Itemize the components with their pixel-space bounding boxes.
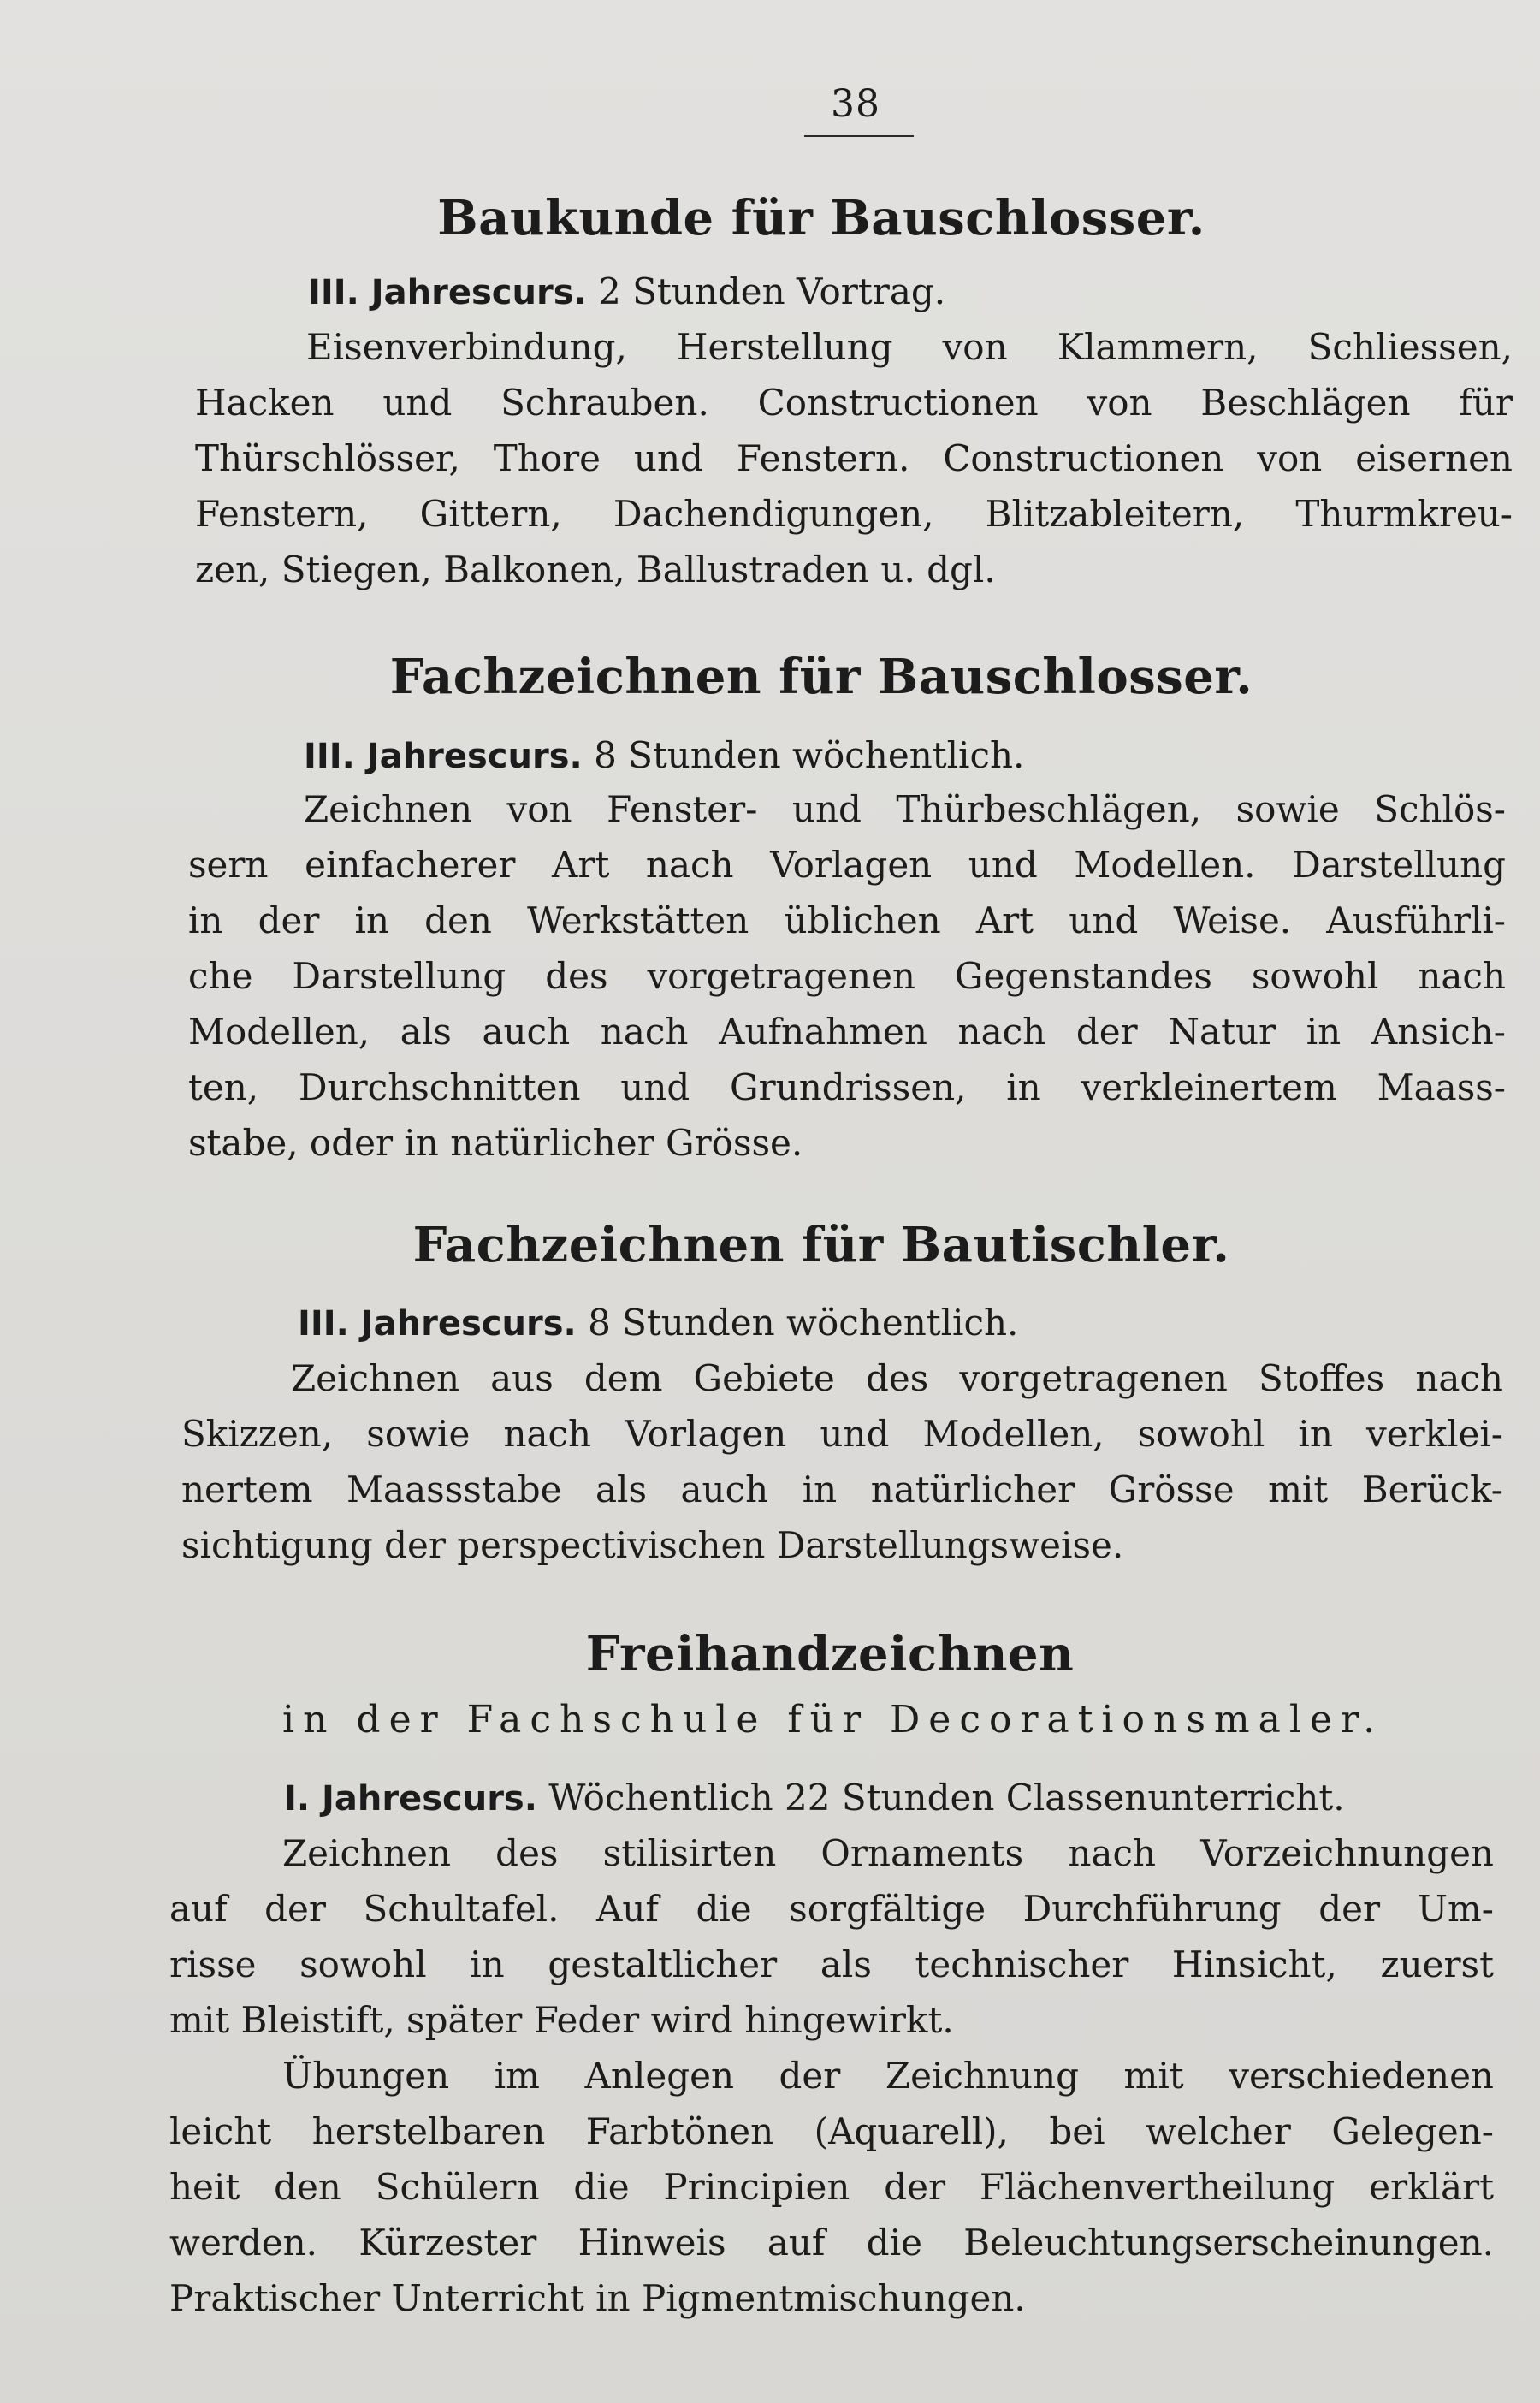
section-body-fachzeichnen-bautischler bbox=[181, 1350, 1503, 1573]
course-line bbox=[304, 727, 1502, 785]
text-line: Fenstern, Gittern, Dachendigungen, Blitzableitern, Thurmkreu- bbox=[195, 493, 1513, 535]
course-level: I. Jahrescurs. bbox=[284, 1779, 537, 1819]
text-line: Modellen, als auch nach Aufnahmen nach der Natur in Ansich- bbox=[188, 1011, 1506, 1053]
text-line: Zeichnen des stilisirten Ornaments nach Vorzeichnungen bbox=[282, 1832, 1494, 1874]
course-level: III. Jahrescurs. bbox=[304, 737, 583, 776]
section-subheading-decorationsmaler: in der Fachschule für Decorationsmaler. bbox=[282, 1698, 1384, 1741]
text-line: Zeichnen von Fenster- und Thürbeschlägen, sowie Schlös- bbox=[304, 788, 1506, 830]
text-line: Hacken und Schrauben. Constructionen von Beschlägen für bbox=[195, 382, 1513, 424]
section-heading-fachzeichnen-bauschlosser: Fachzeichnen für Bauschlosser. bbox=[389, 649, 1253, 705]
course-level: III. Jahrescurs. bbox=[308, 273, 587, 312]
text-line: Thürschlösser, Thore und Fenstern. Constructionen von eisernen bbox=[195, 437, 1513, 479]
text-line: ten, Durchschnitten und Grundrissen, in verkleinertem Maass- bbox=[188, 1066, 1506, 1108]
course-hours: 2 Stunden Vortrag. bbox=[598, 270, 946, 312]
text-line: auf der Schultafel. Auf die sorgfältige Durchführung der Um- bbox=[169, 1888, 1494, 1930]
text-line: stabe, oder in natürlicher Grösse. bbox=[188, 1122, 803, 1164]
text-line: Übungen im Anlegen der Zeichnung mit verschiedenen bbox=[282, 2055, 1494, 2097]
text-line: in der in den Werkstätten üblichen Art und Weise. Ausführli- bbox=[188, 899, 1506, 941]
course-level: III. Jahrescurs. bbox=[298, 1304, 577, 1344]
text-line: Eisenverbindung, Herstellung von Klammern, Schliessen, bbox=[306, 326, 1513, 368]
course-line bbox=[298, 1295, 1496, 1352]
section-body-fachzeichnen-bauschlosser bbox=[188, 781, 1506, 1171]
section-body-freihandzeichnen bbox=[169, 1825, 1494, 2326]
text-line: heit den Schülern die Principien der Flächenvertheilung erklärt bbox=[169, 2166, 1494, 2208]
text-line: leicht herstelbaren Farbtönen (Aquarell), bei welcher Gelegen- bbox=[169, 2110, 1494, 2152]
course-line bbox=[308, 264, 1506, 321]
course-hours: 8 Stunden wöchentlich. bbox=[594, 734, 1025, 776]
course-hours: 8 Stunden wöchentlich. bbox=[588, 1302, 1019, 1344]
text-line: Zeichnen aus dem Gebiete des vorgetragenen Stoffes nach bbox=[291, 1357, 1503, 1399]
course-line bbox=[284, 1770, 1499, 1827]
text-line: che Darstellung des vorgetragenen Gegenstandes sowohl nach bbox=[188, 955, 1506, 997]
section-body-baukunde bbox=[195, 319, 1513, 597]
course-hours: Wöchentlich 22 Stunden Classenunterricht. bbox=[548, 1777, 1345, 1819]
text-line: werden. Kürzester Hinweis auf die Beleuchtungserscheinungen. bbox=[169, 2222, 1494, 2264]
text-line: sichtigung der perspectivischen Darstellungsweise. bbox=[181, 1524, 1124, 1566]
text-line: Praktischer Unterricht in Pigmentmischungen. bbox=[169, 2277, 1026, 2319]
text-line: Skizzen, sowie nach Vorlagen und Modellen, sowohl in verklei- bbox=[181, 1413, 1503, 1455]
text-line: sern einfacherer Art nach Vorlagen und Modellen. Darstellung bbox=[188, 844, 1506, 886]
text-line: mit Bleistift, später Feder wird hingewirkt. bbox=[169, 1999, 954, 2041]
text-line: nertem Maassstabe als auch in natürlicher Grösse mit Berück- bbox=[181, 1468, 1503, 1510]
section-heading-baukunde: Baukunde für Bauschlosser. bbox=[437, 190, 1205, 246]
page-number: 38 bbox=[831, 82, 880, 126]
section-heading-fachzeichnen-bautischler: Fachzeichnen für Bautischler. bbox=[412, 1217, 1230, 1273]
section-heading-freihandzeichnen: Freihandzeichnen bbox=[585, 1626, 1075, 1682]
text-line: risse sowohl in gestaltlicher als technischer Hinsicht, zuerst bbox=[169, 1943, 1494, 1985]
text-line: zen, Stiegen, Balkonen, Ballustraden u. dgl. bbox=[195, 549, 996, 590]
page-number-rule bbox=[804, 135, 914, 137]
